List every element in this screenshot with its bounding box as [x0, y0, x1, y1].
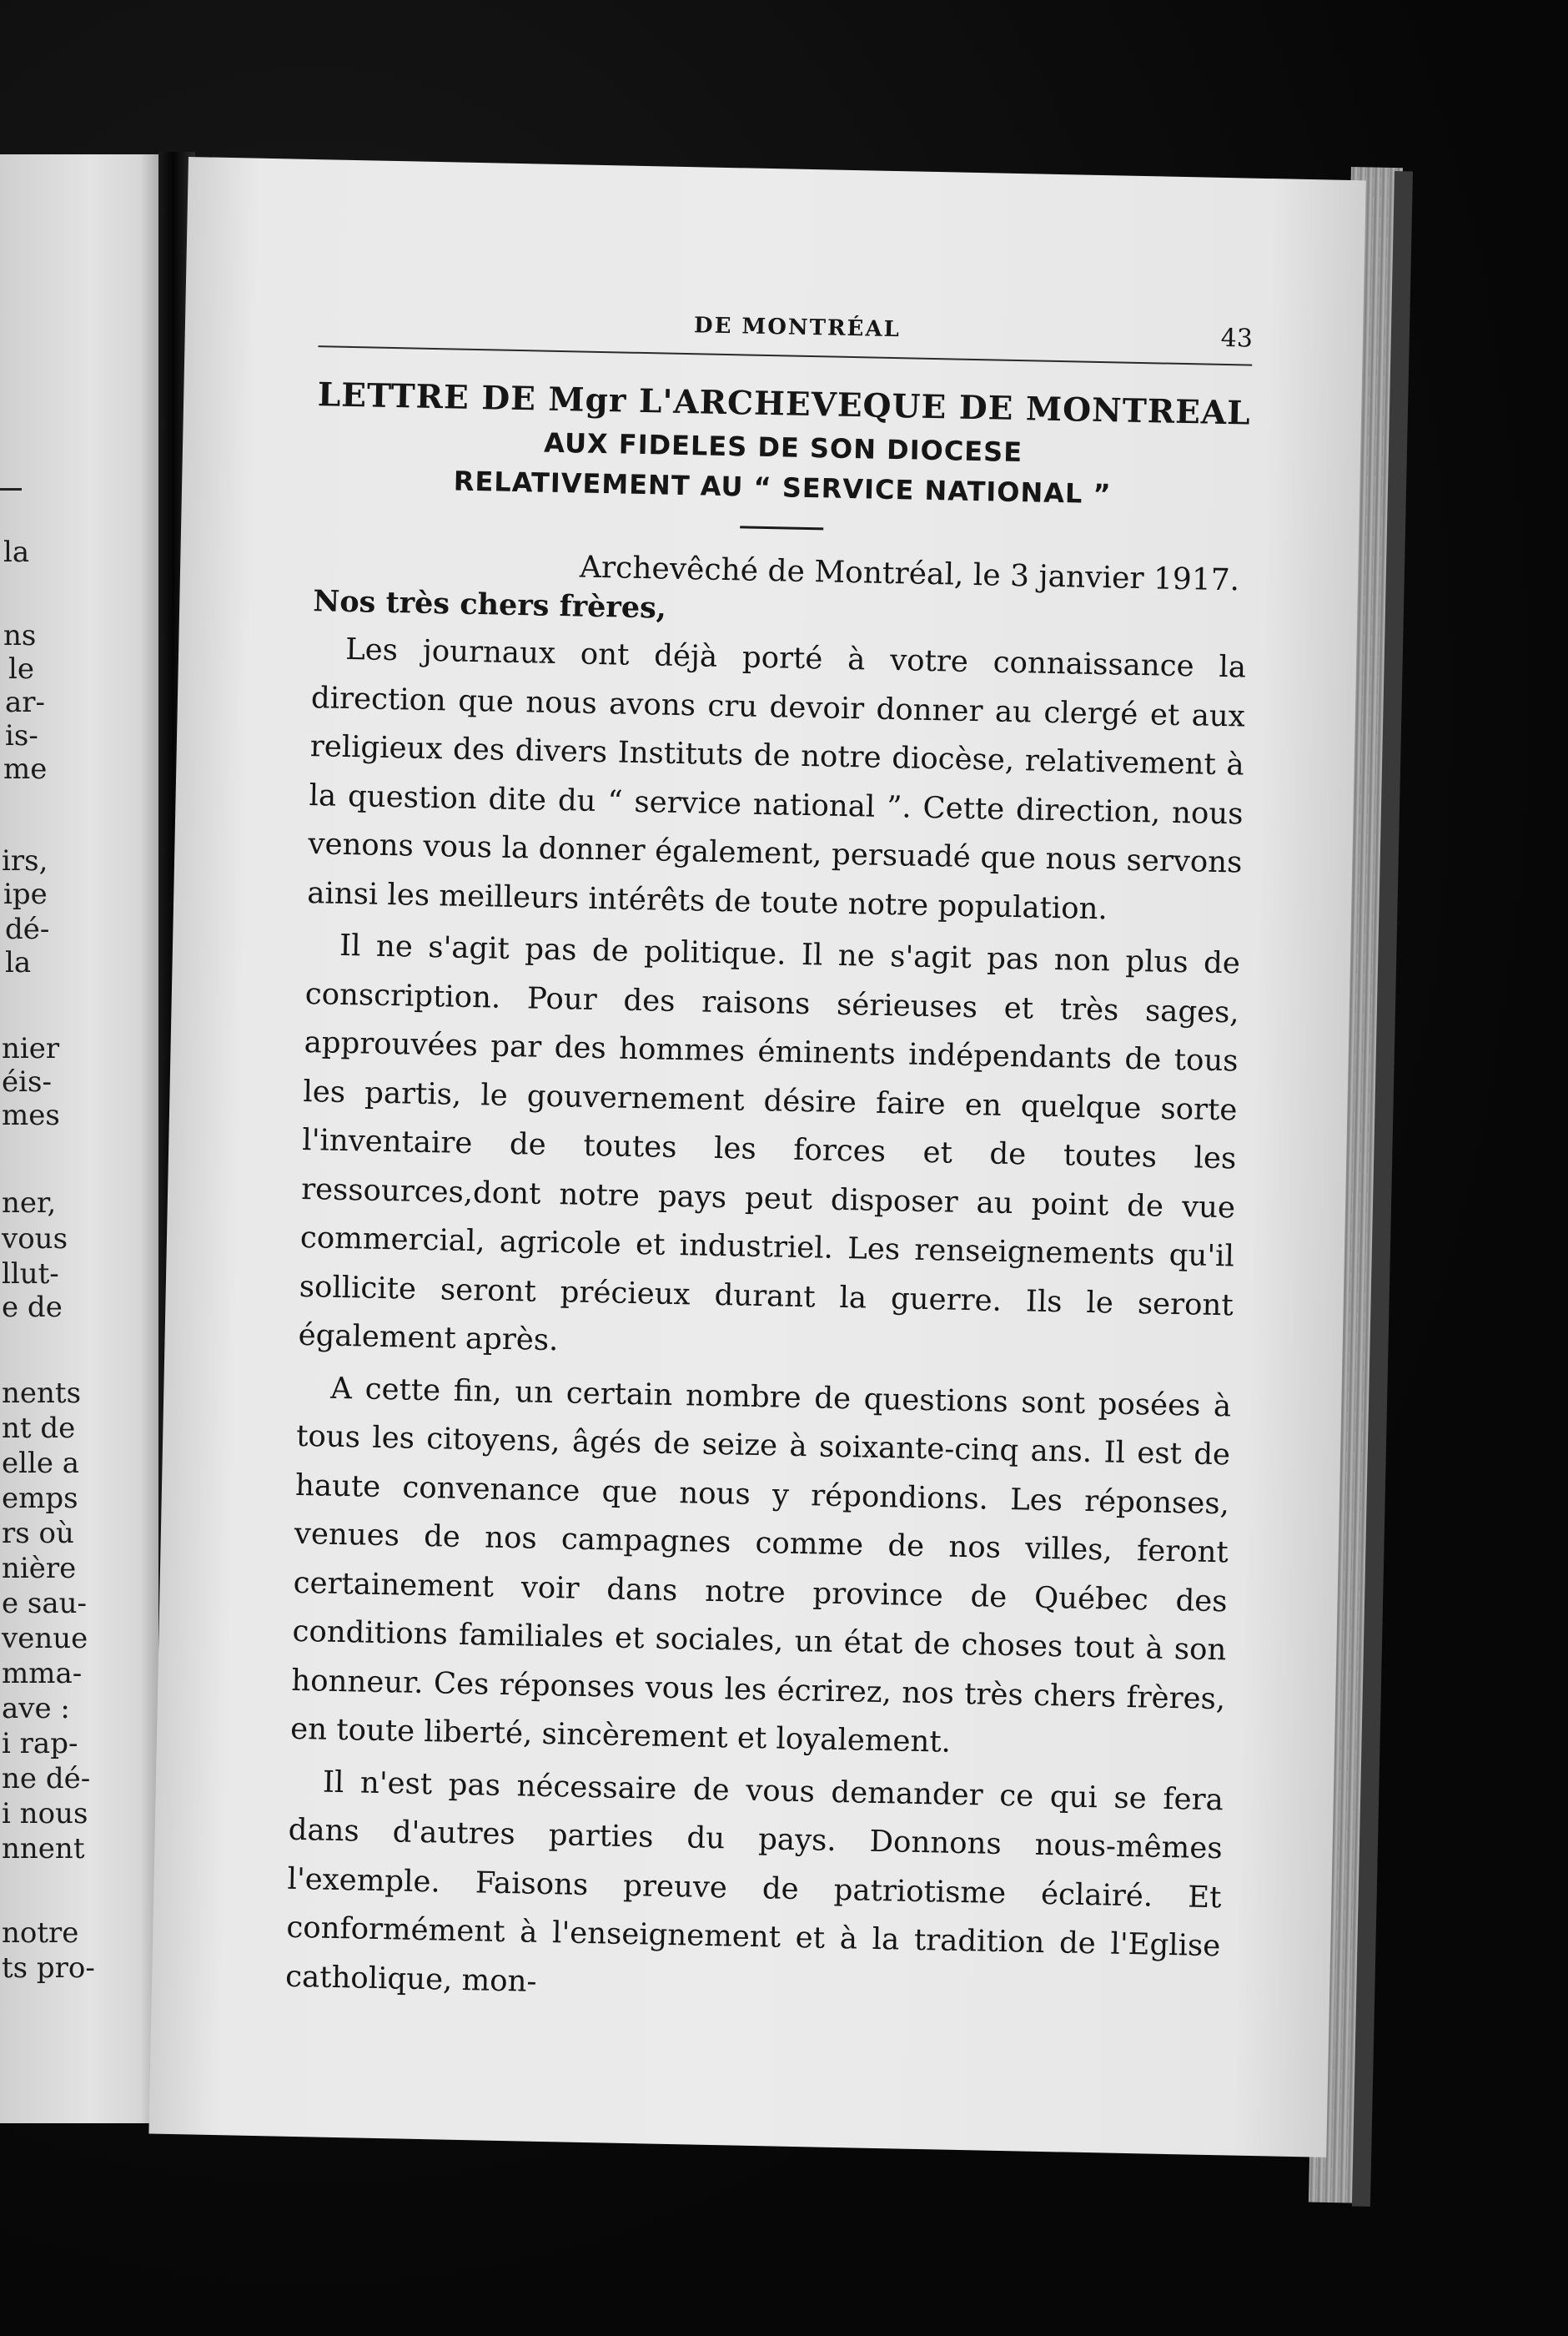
left-page-fragment: e de: [2, 1291, 63, 1324]
running-head-title: DE MONTRÉAL: [693, 313, 902, 343]
letter-paragraph-1: Les journaux ont déjà porté à votre connaissance la direction que nous avons cru devoir donner au clergé et aux religieux des divers Instituts de notre diocèse, relativement à la question dite du “ service national ”. Cette direction, nous venons vous la donner également, persuadé que nous servons ainsi les meilleurs intérêts de toute notre population.: [306, 632, 1247, 926]
left-page-fragment: nière: [2, 1552, 77, 1585]
left-page-fragment: irs,: [2, 844, 48, 878]
left-page-fragment: me: [3, 753, 48, 786]
left-page-fragment: ne dé-: [2, 1762, 91, 1795]
left-page-fragment: mma-: [2, 1657, 83, 1690]
left-page-fragment: e sau-: [2, 1587, 88, 1620]
left-page-fragment: emps: [2, 1482, 78, 1515]
left-page-fragment: vous: [2, 1222, 68, 1256]
title-ornament-rule: [740, 526, 823, 530]
left-page-fragment: rs où: [2, 1517, 74, 1550]
page-number: 43: [1220, 323, 1254, 354]
letter-title-line-3: RELATIVEMENT AU “ SERVICE NATIONAL ”: [453, 465, 1112, 511]
running-head: [318, 305, 1253, 370]
left-page-fragment: nnent: [2, 1832, 85, 1865]
left-page-fragment: ipe: [3, 878, 48, 911]
left-page-fragment: nier: [2, 1032, 60, 1065]
letter-paragraph-4: Il n'est pas nécessaire de vous demander ce qui se fera dans d'autres parties du pays. Donnons nous-mêmes l'exemple. Faisons preuve de patriotisme éclairé. Et conformément à l'enseignement et à la tradition de l'Eglise catholique, mon-: [284, 1765, 1224, 1999]
letter-paragraph-2: Il ne s'agit pas de politique. Il ne s'agit pas non plus de conscription. Pour des raisons sérieuses et très sages, approuvées par des hommes éminents indépendants de tous les partis, le gouvernement désire faire en quelque sorte l'inventaire de toutes les forces et de toutes les ressources,dont notre pays peut disposer au point de vue commercial, agricole et industriel. Les renseignements qu'il sollicite seront précieux durant la guerre. Ils le seront également après.: [298, 928, 1241, 1358]
left-page: [0, 154, 165, 2123]
left-page-fragment: nents: [2, 1377, 82, 1410]
left-page-fragment: elle a: [2, 1447, 80, 1480]
letter-title-line-2: AUX FIDELES DE SON DIOCESE: [543, 426, 1023, 469]
left-page-fragment: notre: [2, 1916, 79, 1950]
left-page-fragment: is-: [5, 719, 38, 753]
left-page-fragment: i nous: [2, 1797, 88, 1830]
letter-title-line-1: LETTRE DE Mgr L'ARCHEVEQUE DE MONTREAL: [317, 375, 1251, 433]
left-page-fragment: ave :: [2, 1692, 70, 1725]
left-page-fragment: i rap-: [2, 1727, 78, 1760]
page-content: [285, 305, 1254, 2020]
left-page-fragment: ns: [3, 619, 37, 652]
right-page: [148, 157, 1365, 2157]
left-page-fragment: éis-: [2, 1065, 52, 1099]
left-page-dash: [0, 488, 22, 491]
left-page-fragment: dé-: [5, 913, 50, 946]
left-page-fragment: le: [8, 652, 34, 686]
left-page-fragment: ar-: [5, 686, 46, 719]
left-page-fragment: venue: [2, 1622, 88, 1655]
left-page-fragment: la: [5, 946, 32, 979]
dateline: Archevêché de Montréal, le 3 janvier 1917.: [579, 550, 1240, 598]
letter-paragraph-3: A cette fin, un certain nombre de questions sont posées à tous les citoyens, âgés de seize à soixante-cinq ans. Il est de haute convenance que nous y répondions. Les réponses, venues de nos campagnes comme de nos villes, feront certainement voir dans notre province de Québec des conditions familiales et sociales, un état de choses tout à son honneur. Ces réponses vous les écrirez, nos très chers frères, en toute liberté, sincèrement et loyalement.: [289, 1371, 1232, 1760]
left-page-fragment: llut-: [2, 1257, 59, 1291]
left-page-fragment: mes: [2, 1099, 60, 1132]
left-page-fragment: ts pro-: [2, 1951, 95, 1985]
left-page-fragment: la: [3, 536, 30, 569]
running-head-rule: [318, 345, 1252, 365]
salutation: Nos très chers frères,: [312, 584, 667, 626]
left-page-fragment: ner,: [2, 1186, 57, 1220]
left-page-fragment: nt de: [2, 1412, 76, 1445]
